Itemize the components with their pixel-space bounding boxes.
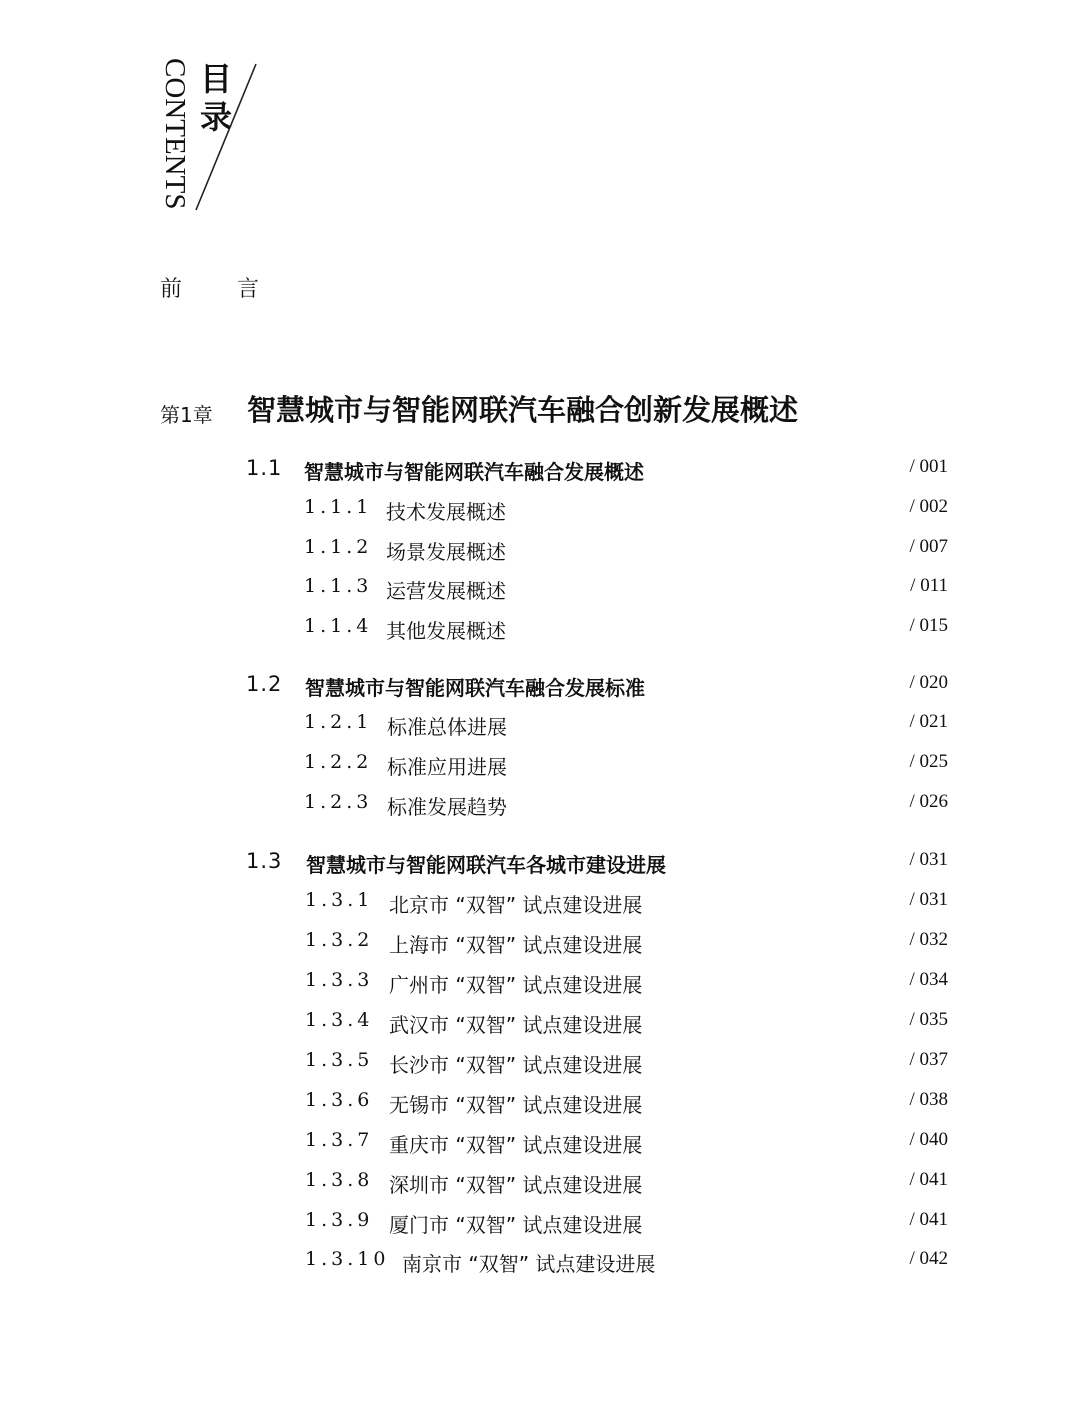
toc-number: 1.3.9: [305, 1209, 374, 1231]
toc-number: 1.3.10: [305, 1248, 390, 1270]
toc-title: 标准发展趋势: [387, 795, 507, 819]
toc-subsection-1-3-5[interactable]: [0, 1049, 1080, 1081]
toc-title: 运营发展概述: [386, 579, 506, 603]
toc-title: 无锡市 “双智” 试点建设进展: [389, 1093, 643, 1117]
toc-page: / 041: [909, 1169, 948, 1190]
toc-page: / 032: [909, 929, 948, 950]
toc-subsection-1-3-10[interactable]: [0, 1248, 1080, 1280]
heading-slash-decoration: [194, 62, 258, 212]
toc-page: / 007: [909, 536, 948, 557]
toc-subsection-1-3-9[interactable]: [0, 1209, 1080, 1241]
contents-heading-en: CONTENTS: [159, 58, 191, 210]
toc-page: / 015: [909, 615, 948, 636]
contents-heading-cn-1: 目: [200, 60, 233, 98]
toc-title: 武汉市 “双智” 试点建设进展: [389, 1013, 643, 1037]
toc-number: 1.3.5: [305, 1049, 374, 1071]
toc-page: / 002: [909, 496, 948, 517]
toc-subsection-1-2-1[interactable]: [0, 711, 1080, 743]
toc-subsection-1-1-3[interactable]: [0, 575, 1080, 607]
toc-page: / 037: [909, 1049, 948, 1070]
toc-number: 1.1.2: [304, 536, 373, 558]
chapter-title[interactable]: 智慧城市与智能网联汽车融合创新发展概述: [247, 393, 799, 427]
toc-title: 智慧城市与智能网联汽车融合发展标准: [305, 676, 645, 700]
toc-number: 1.3.2: [305, 929, 374, 951]
toc-subsection-1-1-1[interactable]: [0, 496, 1080, 528]
toc-title: 智慧城市与智能网联汽车各城市建设进展: [306, 853, 666, 877]
toc-subsection-1-3-4[interactable]: [0, 1009, 1080, 1041]
toc-subsection-1-3-2[interactable]: [0, 929, 1080, 961]
toc-page: / 040: [909, 1129, 948, 1150]
toc-title: 厦门市 “双智” 试点建设进展: [389, 1213, 643, 1237]
toc-section-1-3[interactable]: [0, 849, 1080, 881]
toc-title: 技术发展概述: [386, 500, 506, 524]
toc-number: 1.1: [246, 456, 283, 480]
toc-number: 1.3.6: [305, 1089, 374, 1111]
toc-number: 1.3: [246, 849, 283, 873]
toc-page: / 031: [909, 889, 948, 910]
toc-number: 1.2.2: [304, 751, 373, 773]
toc-title: 长沙市 “双智” 试点建设进展: [389, 1053, 643, 1077]
toc-number: 1.1.3: [304, 575, 373, 597]
toc-number: 1.3.1: [305, 889, 374, 911]
toc-number: 1.1.4: [304, 615, 373, 637]
toc-subsection-1-1-2[interactable]: [0, 536, 1080, 568]
toc-page: / 035: [909, 1009, 948, 1030]
toc-subsection-1-1-4[interactable]: [0, 615, 1080, 647]
toc-subsection-1-3-1[interactable]: [0, 889, 1080, 921]
toc-title: 南京市 “双智” 试点建设进展: [402, 1252, 656, 1276]
toc-page: / 042: [909, 1248, 948, 1269]
toc-title: 标准应用进展: [387, 755, 507, 779]
toc-title: 其他发展概述: [386, 619, 506, 643]
toc-title: 重庆市 “双智” 试点建设进展: [389, 1133, 643, 1157]
toc-title: 智慧城市与智能网联汽车融合发展概述: [304, 460, 644, 484]
toc-section-1-1[interactable]: [0, 456, 1080, 488]
toc-page: / 020: [909, 672, 948, 693]
chapter-label: 第1章: [160, 403, 213, 427]
toc-page: / 041: [909, 1209, 948, 1230]
toc-page: / 001: [909, 456, 948, 477]
toc-number: 1.2: [246, 672, 283, 696]
toc-title: 上海市 “双智” 试点建设进展: [389, 933, 643, 957]
contents-heading-cn-2: 录: [200, 98, 233, 136]
toc-subsection-1-2-2[interactable]: [0, 751, 1080, 783]
toc-subsection-1-3-6[interactable]: [0, 1089, 1080, 1121]
toc-page: / 038: [909, 1089, 948, 1110]
toc-section-1-2[interactable]: [0, 672, 1080, 704]
toc-subsection-1-2-3[interactable]: [0, 791, 1080, 823]
preface-entry[interactable]: 前 言: [160, 277, 283, 302]
toc-title: 标准总体进展: [387, 715, 507, 739]
toc-page: / 025: [909, 751, 948, 772]
toc-title: 场景发展概述: [386, 540, 506, 564]
toc-title: 广州市 “双智” 试点建设进展: [389, 973, 643, 997]
toc-subsection-1-3-7[interactable]: [0, 1129, 1080, 1161]
toc-page: / 011: [910, 575, 948, 596]
toc-number: 1.1.1: [304, 496, 373, 518]
toc-number: 1.2.3: [304, 791, 373, 813]
toc-page: / 031: [909, 849, 948, 870]
toc-number: 1.3.8: [305, 1169, 374, 1191]
toc-page: / 021: [909, 711, 948, 732]
toc-number: 1.2.1: [304, 711, 373, 733]
toc-title: 北京市 “双智” 试点建设进展: [389, 893, 643, 917]
toc-page: / 034: [909, 969, 948, 990]
toc-number: 1.3.7: [305, 1129, 374, 1151]
toc-subsection-1-3-8[interactable]: [0, 1169, 1080, 1201]
toc-number: 1.3.3: [305, 969, 374, 991]
toc-page: / 026: [909, 791, 948, 812]
toc-title: 深圳市 “双智” 试点建设进展: [389, 1173, 643, 1197]
toc-subsection-1-3-3[interactable]: [0, 969, 1080, 1001]
toc-number: 1.3.4: [305, 1009, 374, 1031]
